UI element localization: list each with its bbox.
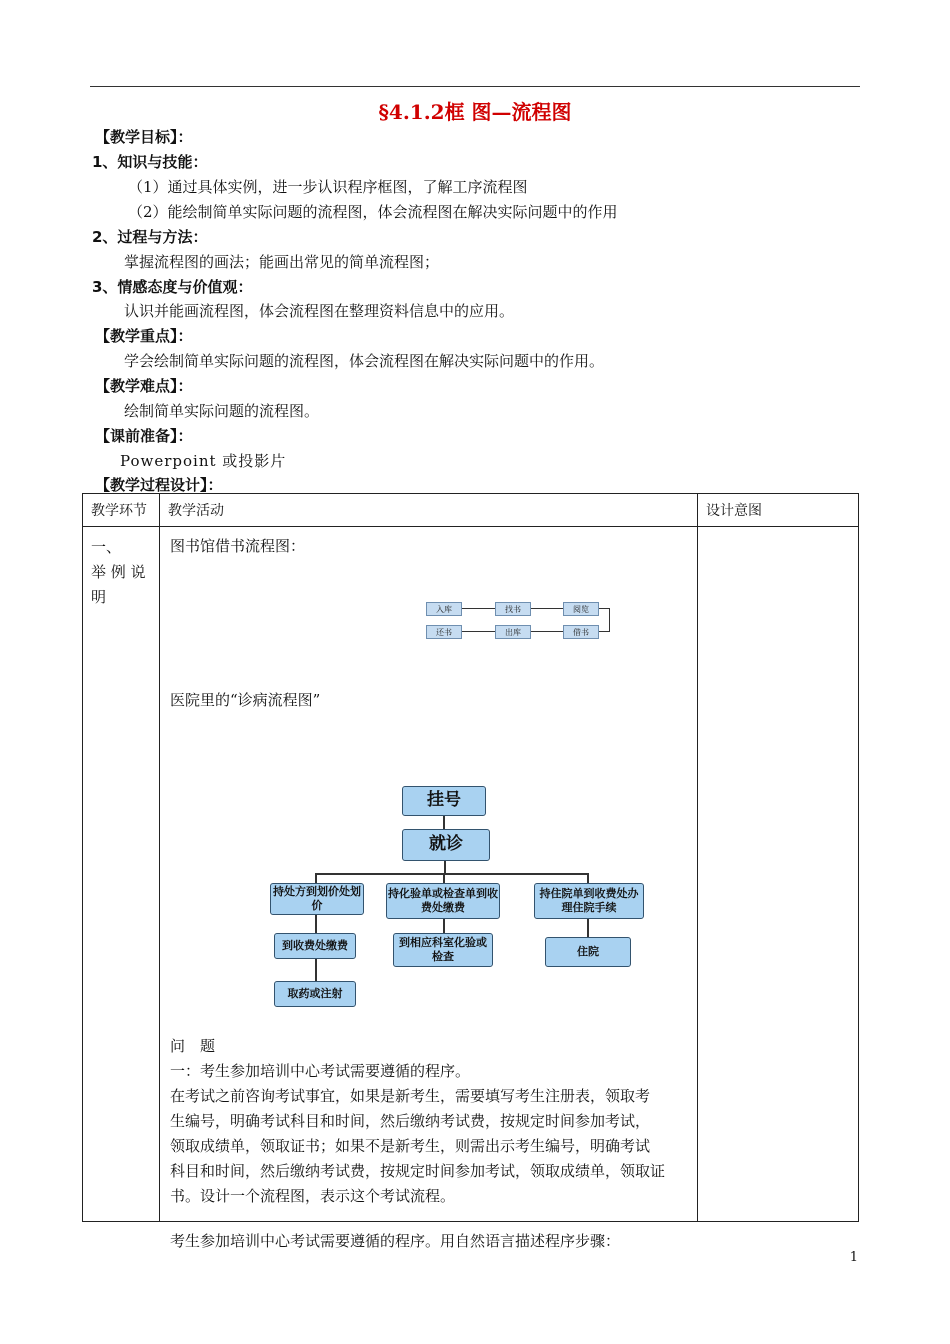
hospital-box-pay: 到收费处缴费 (274, 933, 356, 959)
library-connector (599, 608, 609, 609)
activity-cell (160, 527, 698, 1250)
problem-paragraph-line: 在考试之前咨询考试事宜，如果是新考生，需要填写考生注册表，领取考 (170, 1087, 651, 1105)
hospital-box-consult: 就诊 (402, 829, 490, 861)
library-box-in: 入库 (426, 602, 462, 616)
problem-paragraph-line: 生编号，明确考试科目和时间，然后缴纳考试费，按规定时间参加考试， (170, 1112, 651, 1130)
hospital-connector (315, 873, 588, 875)
knowledge-item-2: （2）能绘制简单实际问题的流程图，体会流程图在解决实际问题中的作用 (128, 203, 618, 221)
hospital-connector (315, 915, 317, 933)
hospital-box-register: 挂号 (402, 786, 486, 816)
hospital-box-medicine: 取药或注射 (274, 981, 356, 1007)
problem-paragraph-line: 书。设计一个流程图，表示这个考试流程。 (170, 1187, 456, 1205)
stage-name-line2: 明 (91, 588, 107, 606)
library-box-out: 出库 (495, 625, 531, 639)
page-number: 1 (849, 1250, 858, 1265)
library-box-read: 阅览 (563, 602, 599, 616)
problem-label: 问 题 (170, 1037, 216, 1055)
process-text: 掌握流程图的画法；能画出常见的简单流程图； (124, 253, 440, 271)
header-stage: 教学环节 (83, 494, 160, 527)
hospital-connector (443, 873, 445, 883)
problem-line-1: 一：考生参加培训中心考试需要遵循的程序。 (170, 1062, 471, 1080)
section-knowledge-heading: 1、知识与技能： (92, 153, 208, 171)
key-points-text: 学会绘制简单实际问题的流程图，体会流程图在解决实际问题中的作用。 (124, 352, 605, 370)
hospital-caption: 医院里的“诊病流程图” (170, 691, 321, 709)
hospital-box-hospitalize: 住院 (545, 937, 631, 967)
hospital-box-prescription: 持处方到划价处划价 (270, 883, 364, 915)
intent-cell (698, 527, 859, 1222)
section-process-heading: 2、过程与方法： (92, 228, 208, 246)
goals-heading: 【教学目标】： (95, 128, 193, 146)
header-intent: 设计意图 (698, 494, 859, 527)
library-connector (462, 631, 495, 632)
key-points-heading: 【教学重点】： (95, 327, 193, 345)
hospital-box-admission-order: 持住院单到收费处办理住院手续 (534, 883, 644, 919)
lesson-table (82, 493, 859, 1250)
hospital-connector (587, 873, 589, 883)
library-caption: 图书馆借书流程图： (170, 537, 306, 555)
attitude-text: 认识并能画流程图，体会流程图在整理资料信息中的应用。 (124, 302, 515, 320)
page-title: §4.1.2框 图—流程图 (378, 100, 572, 124)
library-connector (531, 608, 563, 609)
knowledge-item-1: （1）通过具体实例，进一步认识程序框图，了解工序流程图 (128, 178, 528, 196)
hospital-connector (444, 861, 446, 873)
hospital-connector (315, 873, 317, 883)
stage-cell (83, 527, 160, 1222)
library-connector (609, 608, 610, 632)
hospital-connector (443, 919, 445, 933)
hospital-connector (587, 919, 589, 937)
preparation-text: Powerpoint 或投影片 (120, 452, 287, 470)
design-heading: 【教学过程设计】： (95, 476, 223, 494)
library-connector (531, 631, 563, 632)
header-activity: 教学活动 (160, 494, 698, 527)
problem-paragraph-line: 领取成绩单，领取证书；如果不是新考生，则需出示考生编号，明确考试 (170, 1137, 651, 1155)
table-row (83, 527, 859, 1222)
hospital-box-lab-order: 持化验单或检查单到收费处缴费 (386, 883, 500, 919)
preparation-heading: 【课前准备】： (95, 427, 193, 445)
library-connector (462, 608, 495, 609)
problem-last-line: 考生参加培训中心考试需要遵循的程序。用自然语言描述程序步骤： (170, 1232, 621, 1250)
stage-name-line1: 举 例 说 (91, 563, 146, 581)
library-connector (599, 631, 609, 632)
hospital-box-lab-test: 到相应科室化验或检查 (393, 933, 493, 967)
section-attitude-heading: 3、情感态度与价值观： (92, 278, 253, 296)
table-header-row (83, 494, 859, 527)
stage-number: 一、 (91, 538, 122, 556)
library-box-borrow: 借书 (563, 625, 599, 639)
difficulty-heading: 【教学难点】： (95, 377, 193, 395)
library-box-find: 找书 (495, 602, 531, 616)
problem-paragraph-line: 科目和时间，然后缴纳考试费，按规定时间参加考试，领取成绩单，领取证 (170, 1162, 666, 1180)
hospital-connector (315, 959, 317, 981)
header-rule (90, 86, 860, 87)
difficulty-text: 绘制简单实际问题的流程图。 (124, 402, 320, 420)
hospital-connector (443, 816, 445, 829)
library-box-return: 还书 (426, 625, 462, 639)
